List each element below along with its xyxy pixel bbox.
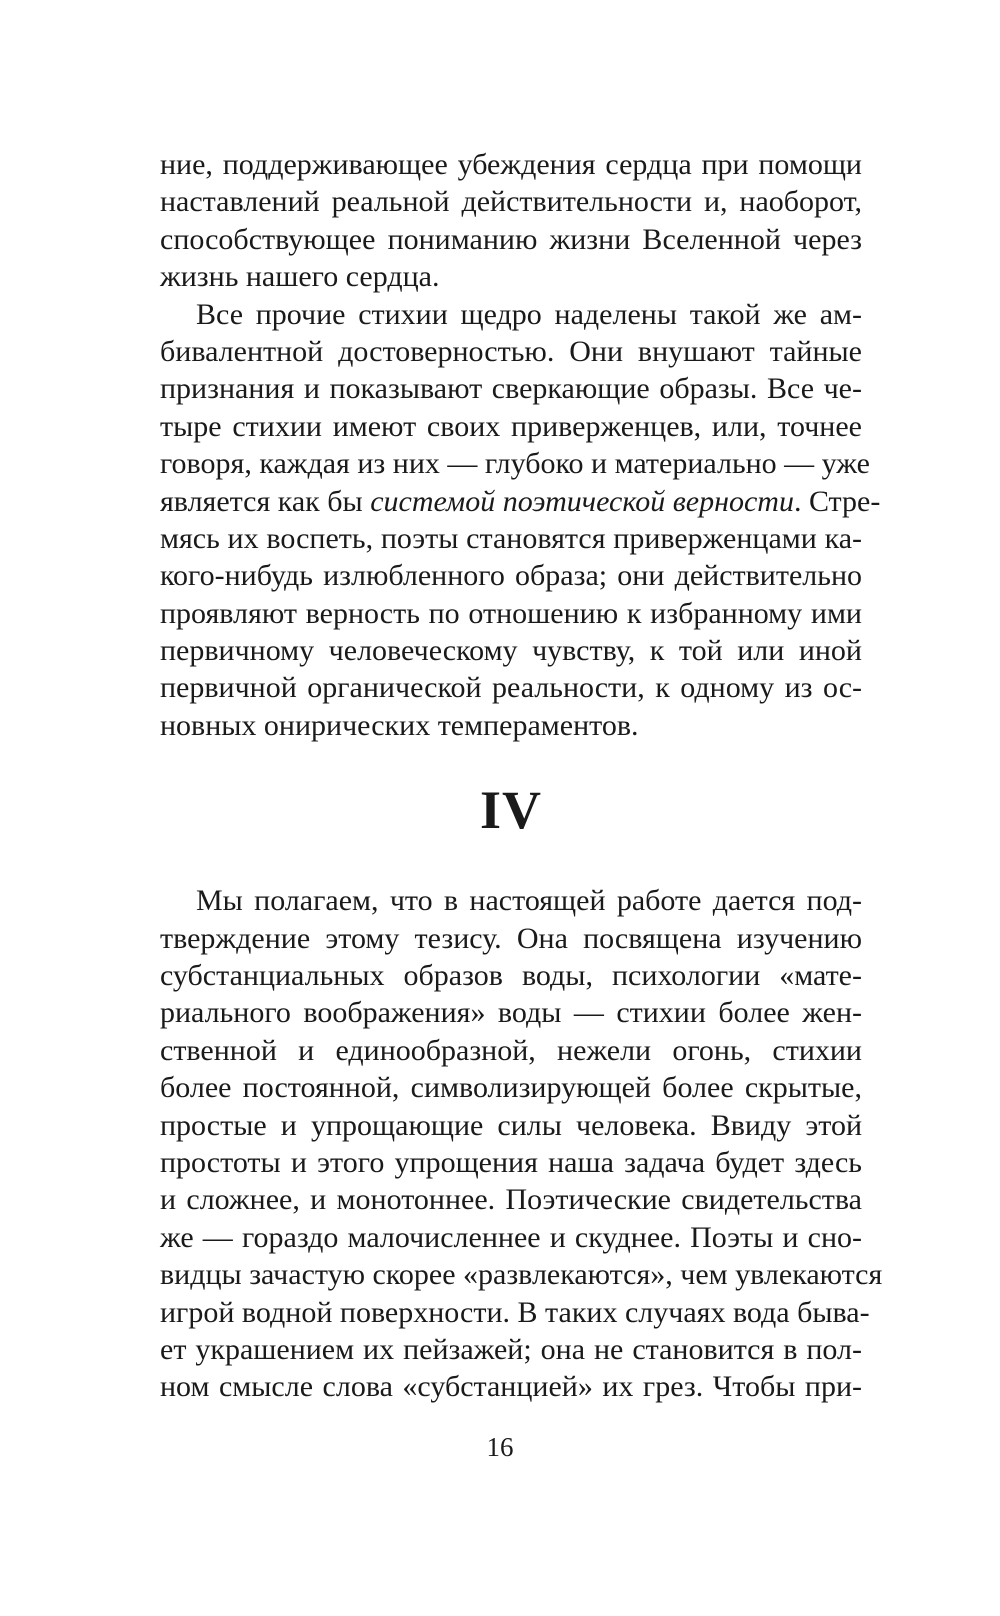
page-number: 16 bbox=[486, 1432, 514, 1462]
text-line: ном смысле слова «субстанцией» их грез. Чтобы при- bbox=[160, 1370, 862, 1404]
italic-phrase: системой поэтической верности bbox=[370, 484, 794, 518]
paragraph-2 bbox=[160, 296, 881, 745]
text-line: простые и упрощающие силы человека. Ввиду этой bbox=[160, 1108, 862, 1142]
text-line: новных онирических темпераментов. bbox=[160, 708, 639, 742]
text-line: ние, поддерживающее убеждения сердца при помощи bbox=[160, 148, 862, 181]
text-line: видцы зачастую скорее «развлекаются», чем увлекаются bbox=[160, 1258, 883, 1292]
text-line: наставлений реальной действительности и, наоборот, bbox=[160, 185, 862, 219]
text-line: Все прочие стихии щедро наделены такой же ам- bbox=[196, 297, 862, 331]
text-line: бивалентной достоверностью. Они внушают тайные bbox=[160, 334, 862, 368]
text-line: мясь их воспеть, поэты становятся приверженцами ка- bbox=[160, 521, 862, 555]
paragraph-3 bbox=[160, 882, 883, 1405]
text-line: простоты и этого упрощения наша задача будет здесь bbox=[160, 1145, 862, 1179]
section-heading: IV bbox=[479, 780, 542, 841]
text-line: ет украшением их пейзажей; она не становится в пол- bbox=[160, 1332, 862, 1366]
text-line: же — гораздо малочисленнее и скуднее. Поэты и сно- bbox=[160, 1220, 862, 1254]
text-segment: является как бы bbox=[160, 484, 371, 518]
text-line: тверждение этому тезису. Она посвящена изучению bbox=[160, 921, 862, 955]
text-line: кого-нибудь излюбленного образа; они действительно bbox=[160, 559, 862, 593]
text-line: способствующее пониманию жизни Вселенной через bbox=[160, 222, 862, 256]
text-line: и сложнее, и монотоннее. Поэтические свидетельства bbox=[160, 1183, 862, 1217]
page-body bbox=[160, 146, 883, 1406]
text-line: первичному человеческому чувству, к той или иной bbox=[160, 634, 862, 668]
text-line: признания и показывают сверкающие образы. Все че- bbox=[160, 372, 862, 406]
text-line: риального воображения» воды — стихии более жен- bbox=[160, 996, 862, 1030]
text-line-with-italic bbox=[160, 483, 881, 520]
paragraph-1 bbox=[160, 146, 862, 296]
text-line: ственной и единообразной, нежели огонь, стихии bbox=[160, 1033, 862, 1067]
text-line: первичной органической реальности, к одному из ос- bbox=[160, 671, 862, 705]
text-line: тыре стихии имеют своих приверженцев, или, точнее bbox=[160, 409, 862, 443]
text-segment: . Стре- bbox=[793, 484, 881, 518]
text-line: игрой водной поверхности. В таких случаях вода быва- bbox=[160, 1295, 870, 1329]
text-line: проявляют верность по отношению к избранному ими bbox=[160, 596, 862, 630]
text-line: субстанциальных образов воды, психологии «мате- bbox=[160, 959, 862, 993]
text-line: жизнь нашего сердца. bbox=[160, 260, 440, 294]
text-line: говоря, каждая из них — глубоко и материально — уже bbox=[160, 447, 870, 481]
text-line: Мы полагаем, что в настоящей работе дается под- bbox=[196, 884, 862, 918]
text-line: более постоянной, символизирующей более скрытые, bbox=[160, 1071, 862, 1105]
